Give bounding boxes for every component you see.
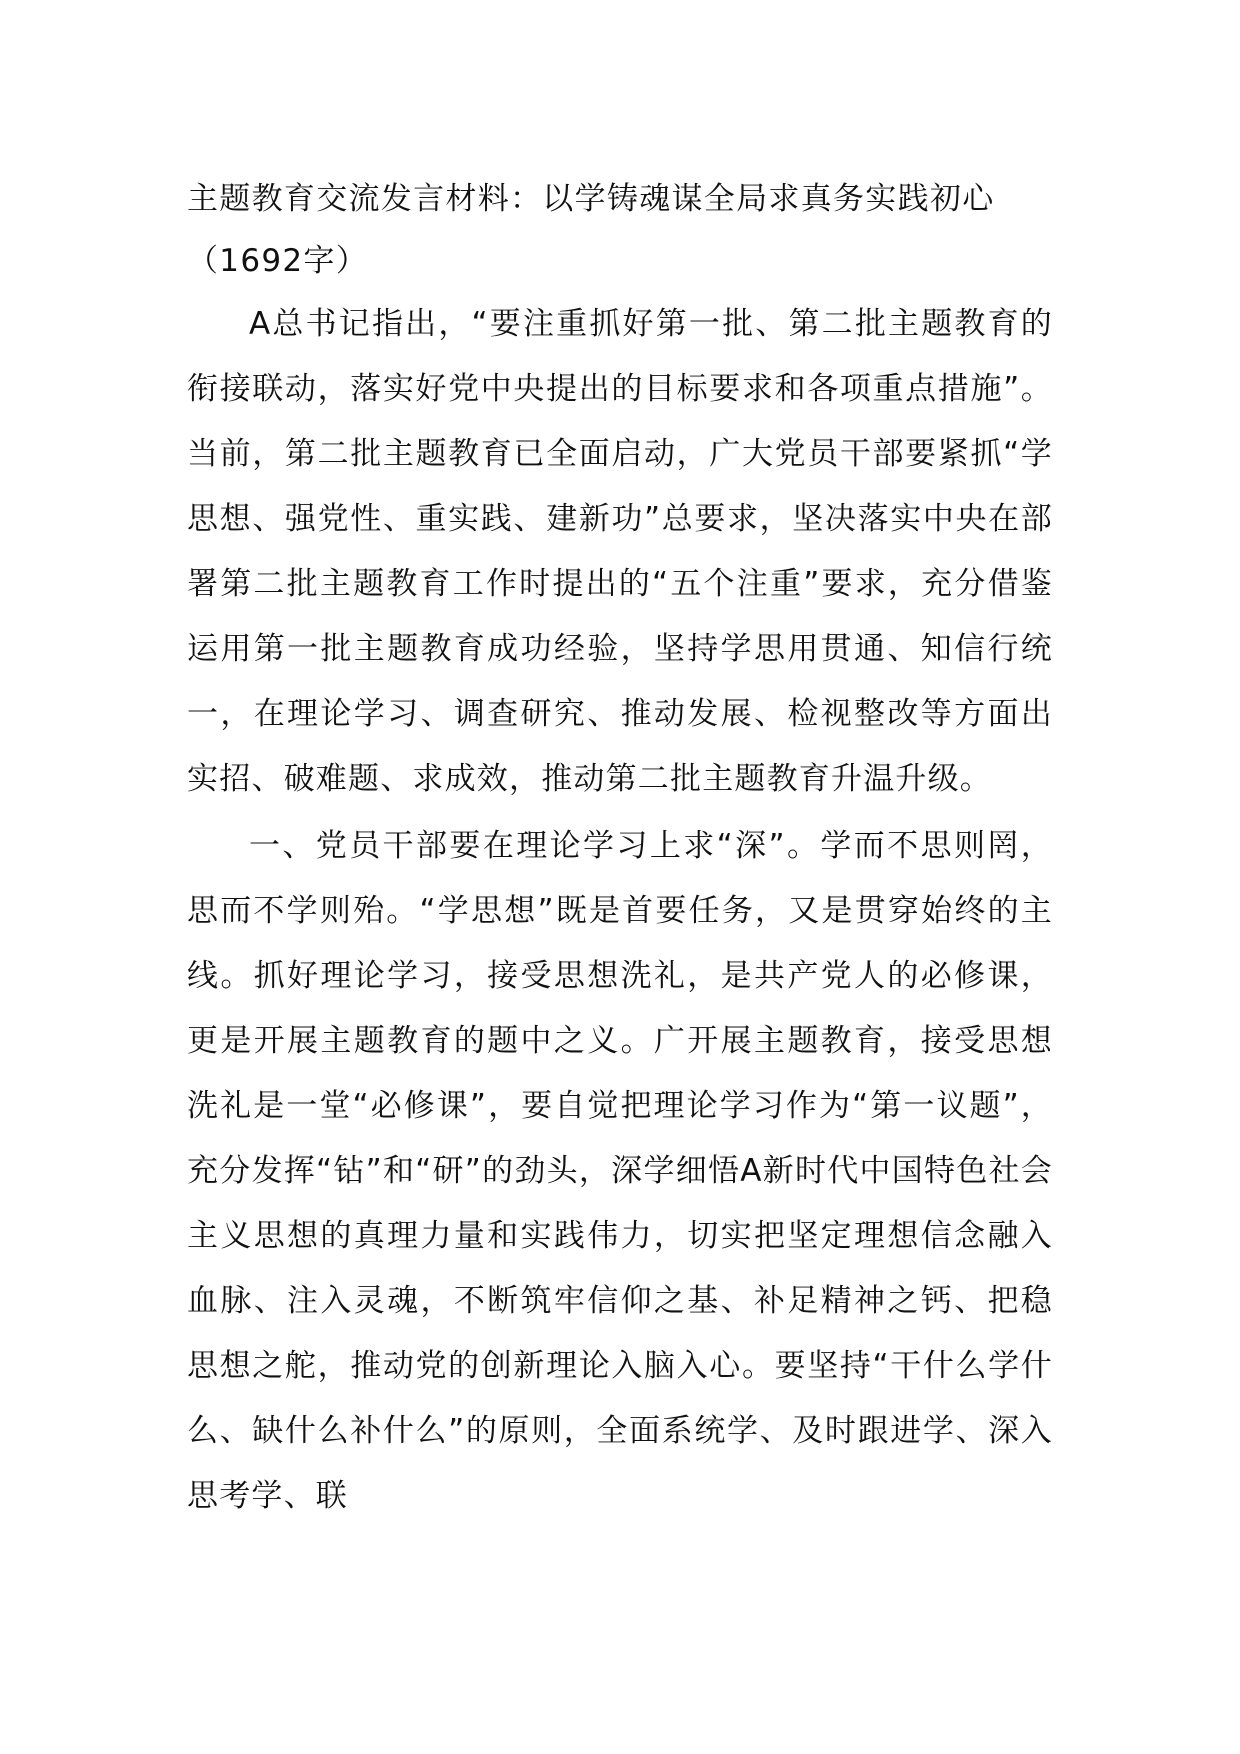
paragraph-section-one: 一、党员干部要在理论学习上求“深”。学而不思则罔，思而不学则殆。“学思想”既是首要任务，又是贯穿始终的主线。抓好理论学习，接受思想洗礼，是共产党人的必修课，更是开展主题教育的题中之义。广开展主题教育，接受思想洗礼是一堂“必修课”，要自觉把理论学习作为“第一议题”，充分发挥“钻”和“研”的劲头，深学细悟A新时代中国特色社会主义思想的真理力量和实践伟力，切实把坚定理想信念融入血脉、注入灵魂，不断筑牢信仰之基、补足精神之钙、把稳思想之舵，推动党的创新理论入脑入心。要坚持“干什么学什么、缺什么补什么”的原则，全面系统学、及时跟进学、深入思考学、联 [187,828,1053,1514]
document-title: 主题教育交流发言材料：以学铸魂谋全局求真务实践初心（1692字） [187,181,995,279]
paragraph-intro: A总书记指出，“要注重抓好第一批、第二批主题教育的衔接联动，落实好党中央提出的目标要求和各项重点措施”。当前，第二批主题教育已全面启动，广大党员干部要紧抓“学思想、强党性、重实践、建新功”总要求，坚决落实中央在部署第二批主题教育工作时提出的“五个注重”要求，充分借鉴运用第一批主题教育成功经验，坚持学思用贯通、知信行统一，在理论学习、调查研究、推动发展、检视整改等方面出实招、破难题、求成效，推动第二批主题教育升温升级。 [187,306,1053,797]
document-page [187,168,1053,1529]
